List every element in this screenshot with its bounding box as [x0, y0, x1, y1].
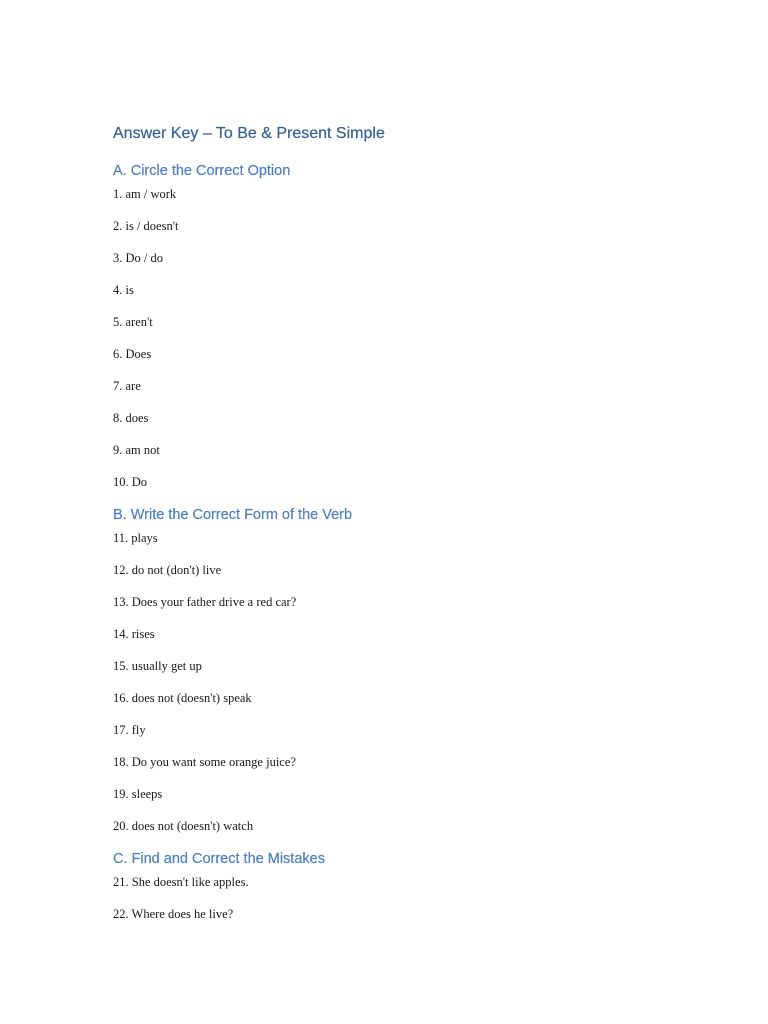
answer-item: 15. usually get up	[113, 659, 202, 673]
answer-item: 3. Do / do	[113, 251, 163, 265]
answer-item: 9. am not	[113, 443, 160, 457]
answer-item: 11. plays	[113, 531, 158, 545]
answer-item: 2. is / doesn't	[113, 219, 179, 233]
answer-item: 17. fly	[113, 723, 146, 737]
section-b-heading: B. Write the Correct Form of the Verb	[113, 507, 353, 523]
answer-item: 12. do not (don't) live	[113, 563, 222, 577]
answer-item: 8. does	[113, 411, 149, 425]
answer-item: 1. am / work	[113, 187, 177, 201]
answer-item: 14. rises	[113, 627, 155, 641]
answer-item: 21. She doesn't like apples.	[113, 875, 249, 889]
document-title: Answer Key – To Be & Present Simple	[113, 125, 385, 142]
answer-item: 6. Does	[113, 347, 152, 361]
answer-item: 22. Where does he live?	[113, 907, 234, 921]
answer-item: 4. is	[113, 283, 134, 297]
answer-item: 13. Does your father drive a red car?	[113, 595, 297, 609]
answer-item: 19. sleeps	[113, 787, 163, 801]
section-a-heading: A. Circle the Correct Option	[113, 163, 291, 179]
answer-item: 10. Do	[113, 475, 148, 489]
section-c-heading: C. Find and Correct the Mistakes	[113, 851, 325, 867]
answer-item: 5. aren't	[113, 315, 153, 329]
answer-item: 16. does not (doesn't) speak	[113, 691, 252, 705]
answer-item: 20. does not (doesn't) watch	[113, 819, 254, 833]
answer-item: 18. Do you want some orange juice?	[113, 755, 296, 769]
answer-item: 7. are	[113, 379, 141, 393]
